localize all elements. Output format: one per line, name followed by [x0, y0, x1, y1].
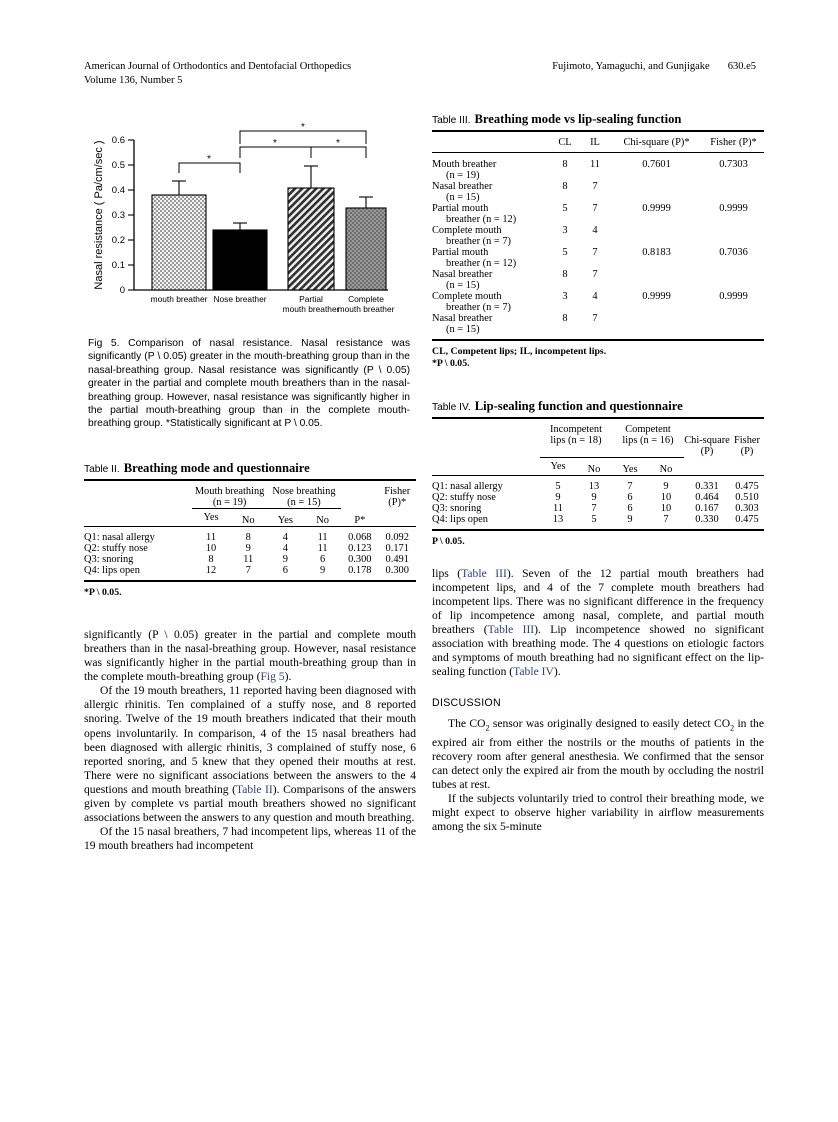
para1-text-b: ). — [284, 670, 292, 684]
paragraph-lip-sealing — [432, 567, 764, 680]
right-column — [432, 112, 764, 834]
table-3-r2-l2: breather (n = 12) — [446, 214, 517, 225]
table-2-r0-c5: 0.092 — [385, 531, 409, 543]
right-column-body-text — [432, 567, 764, 835]
table-4-title — [432, 399, 764, 414]
table-4-group-1-line1: Incompetent — [550, 424, 602, 435]
table-row — [432, 492, 764, 503]
section-heading-discussion: DISCUSSION — [432, 697, 501, 710]
y-axis-title: Nasal resistance ( Pa/cm/sec ) — [93, 140, 105, 290]
rpara2-c: in the expired air from either the nostrils or the mouths of patients in the recovery room after general anesthesia. We confirmed that the sensor can detect only the expired air from the mouth by occluding the nostril tubes at rest. — [432, 717, 764, 792]
paragraph-continued — [84, 628, 416, 684]
table-row — [432, 153, 764, 171]
table-3-note-p: *P \ 0.05. — [432, 358, 470, 369]
table-2-r1-c4: 0.123 — [348, 542, 372, 554]
para1-text-a: significantly (P \ 0.05) greater in the partial and complete mouth breathers than in the nasal-breathing group. However, nasal resistance was significantly higher in the partial mouth-breathing group than in the complete mouth-breathing group ( — [84, 627, 416, 684]
table-4-r2-c2: 6 — [627, 502, 633, 514]
x-axis-tick-labels — [151, 294, 395, 314]
table-4-r0-c1: 13 — [588, 480, 600, 492]
table-3-h-il: IL — [590, 137, 600, 148]
table-row — [432, 203, 764, 214]
table-2-r0-label: Q1: nasal allergy — [84, 531, 155, 543]
table-3 — [432, 130, 764, 341]
table-row — [432, 514, 764, 530]
svg-text:mouth breather: mouth breather — [337, 304, 395, 314]
table-2-r0-c4: 0.068 — [348, 531, 372, 543]
table-3-r1-cl: 8 — [562, 181, 568, 192]
table-3-note-abbrev: CL, Competent lips; IL, incompetent lips. — [432, 346, 607, 357]
table-4-col-fisher-line2: (P) — [740, 446, 754, 457]
table-2-number: Table II. — [84, 463, 120, 475]
y-axis-tick-labels — [112, 135, 125, 296]
rpara2-a: The CO — [448, 717, 486, 731]
xref-table-2[interactable]: Table II — [235, 782, 273, 796]
table-4-r3-label: Q4: lips open — [432, 513, 488, 525]
table-row — [432, 269, 764, 280]
table-3-r5-l2: (n = 15) — [446, 280, 480, 291]
table-2-group-2-line2: (n = 15) — [267, 497, 341, 509]
svg-text:Partial: Partial — [299, 294, 323, 304]
rpara1-c: ). Lip incompetence showed no significant association with breathing mode. The 4 questions on etiologic factors and symptoms of mouth breathing had no significant effect on the lip-sealing function ( — [432, 622, 764, 679]
rpara1-d: ). — [553, 665, 561, 679]
table-2-r2-c5: 0.491 — [385, 553, 409, 565]
svg-text:Complete: Complete — [348, 294, 384, 304]
table-row-sub — [432, 192, 764, 203]
table-3-r2-cl: 5 — [562, 203, 568, 214]
page-number: 630.e5 — [727, 61, 756, 72]
svg-text:*: * — [336, 138, 340, 149]
xref-fig-5[interactable]: Fig 5 — [260, 670, 285, 684]
paragraph-questionnaire-results — [84, 684, 416, 825]
rpara2-b: sensor was originally designed to easily detect CO — [489, 717, 731, 731]
table-2-r1-c0: 10 — [205, 542, 217, 554]
table-3-r6-l2: breather (n = 7) — [446, 302, 511, 313]
table-4-r3-c5: 0.475 — [735, 513, 759, 525]
table-2-r3-c2: 6 — [282, 564, 288, 576]
table-4-r3-c2: 9 — [627, 513, 633, 525]
table-4-group-2-line1: Competent — [625, 424, 671, 435]
table-3-r5-l1: Nasal breather — [432, 269, 493, 280]
table-3-r0-l2: (n = 19) — [446, 170, 480, 181]
figure-caption-text: Comparison of nasal resistance. Nasal resistance was significantly (P \ 0.05) greater in the mouth-breathing group than in the nasal-breathing group. Nasal resistance was significantly (P \ 0.05) greater in the partial and complete mouth breathers than in the nasal-breathing group. However, nasal resistance was significantly higher in the partial mouth-breathing group than in the complete mouth-breathing group. *Statistically significant at P \ 0.05. — [88, 338, 410, 430]
table-2-group-1-line1: Mouth breathing — [194, 485, 265, 497]
table-row — [432, 503, 764, 514]
table-3-r5-chi — [610, 269, 703, 280]
table-3-r5-il: 7 — [592, 269, 598, 280]
table-2-sub-4: No — [316, 514, 329, 526]
table-row — [84, 526, 416, 543]
table-2-r2-c2: 9 — [282, 553, 288, 565]
table-3-h-fisher: Fisher (P)* — [710, 137, 757, 148]
table-4-col-chi-line2: (P) — [700, 446, 714, 457]
table-4-sub-1: Yes — [550, 460, 566, 472]
table-2 — [84, 479, 416, 582]
table-3-name: Breathing mode vs lip-sealing function — [474, 112, 682, 126]
paragraph-co2-sensor — [432, 717, 764, 792]
table-4-r3-c4: 0.330 — [695, 513, 719, 525]
table-4-r1-c2: 6 — [627, 491, 633, 503]
table-4-r2-label: Q3: snoring — [432, 502, 482, 514]
table-2-r2-label: Q3: snoring — [84, 553, 134, 565]
table-4-sub-4: No — [659, 463, 673, 475]
significance-asterisks — [207, 122, 340, 165]
table-3-r3-cl: 3 — [562, 225, 568, 236]
svg-text:0.3: 0.3 — [111, 210, 125, 221]
table-2-r0-c1: 8 — [245, 531, 251, 543]
table-4-r1-c3: 10 — [660, 491, 672, 503]
table-4-r2-c4: 0.167 — [695, 502, 719, 514]
table-2-sub-1: Yes — [203, 511, 219, 523]
table-3-r6-cl: 3 — [562, 291, 568, 302]
table-3-r4-chi: 0.8183 — [642, 247, 671, 258]
table-4-col-fisher-line1: Fisher — [734, 435, 760, 446]
bar-mouth-breather — [152, 195, 206, 290]
table-3-r3-l1: Complete mouth — [432, 225, 502, 236]
table-row-sub — [432, 280, 764, 291]
nasal-resistance-bar-chart — [88, 118, 396, 323]
table-2-col-p: P* — [354, 514, 366, 526]
table-3-block — [432, 112, 764, 369]
table-2-r0-c2: 4 — [282, 531, 288, 543]
table-4-r2-c3: 10 — [660, 502, 672, 514]
table-3-r5-cl: 8 — [562, 269, 568, 280]
table-2-col-fisher-line1: Fisher — [384, 485, 411, 497]
table-2-r2-c1: 11 — [243, 553, 254, 565]
table-4-r0-c0: 5 — [555, 480, 561, 492]
rpara2-sub-2: 2 — [730, 723, 735, 733]
table-3-r7-l1: Nasal breather — [432, 313, 493, 324]
para2-text-b: ). Comparisons of the answers given by complete vs partial mouth breathers showed no significant associations between the answers to any question and mouth breathing. — [84, 782, 417, 825]
table-3-r2-chi: 0.9999 — [642, 203, 671, 214]
table-2-r3-c0: 12 — [205, 564, 217, 576]
table-2-r1-label: Q2: stuffy nose — [84, 542, 148, 554]
table-3-r2-fisher: 0.9999 — [719, 203, 748, 214]
table-2-r3-label: Q4: lips open — [84, 564, 140, 576]
table-row-sub — [432, 236, 764, 247]
table-2-r3-c1: 7 — [245, 564, 251, 576]
bar-nose-breather — [213, 230, 267, 290]
svg-text:mouth breather: mouth breather — [150, 294, 208, 304]
table-3-r5-fisher — [703, 269, 764, 280]
svg-text:0.1: 0.1 — [111, 260, 125, 271]
table-row — [84, 554, 416, 565]
table-4-r0-c4: 0.331 — [695, 480, 719, 492]
chart-bars — [152, 166, 386, 290]
table-2-group-1-line2: (n = 19) — [192, 497, 266, 509]
table-3-r1-il: 7 — [592, 181, 598, 192]
table-3-r6-l1: Complete mouth — [432, 291, 502, 302]
table-4-sub-2: No — [587, 463, 601, 475]
rpara1-a: lips ( — [432, 566, 462, 580]
table-4-r3-c0: 13 — [552, 513, 564, 525]
table-2-r2-c0: 8 — [208, 553, 214, 565]
table-4-name: Lip-sealing function and questionnaire — [474, 399, 683, 413]
left-column-body-text — [84, 628, 416, 854]
table-row — [432, 291, 764, 302]
running-head-authors-block — [456, 60, 756, 74]
table-4-r3-c3: 7 — [663, 513, 669, 525]
table-3-r1-l2: (n = 15) — [446, 192, 480, 203]
table-row-sub — [432, 214, 764, 225]
table-3-h-cl: CL — [558, 137, 572, 148]
table-3-r6-fisher: 0.9999 — [719, 291, 748, 302]
table-3-r1-l1: Nasal breather — [432, 181, 493, 192]
bar-partial-mouth-breather — [288, 188, 334, 290]
table-2-r1-c5: 0.171 — [385, 542, 409, 554]
table-4-group-1-line2: lips (n = 18) — [550, 435, 602, 446]
table-3-r7-l2: (n = 15) — [446, 324, 480, 335]
table-2-sub-3: Yes — [277, 514, 293, 526]
table-3-r1-chi — [610, 181, 703, 192]
para2-text-a: Of the 19 mouth breathers, 11 reported having been diagnosed with allergic rhinitis. Ten complained of a stuffy nose, and 8 reported snoring. Twelve of the 19 mouth breathers indicated that their mouth opens involuntarily. In comparison, 4 of the 15 nasal breathers had been diagnosed with allergic rhinitis, 3 complained of stuffy nose, 6 reported snoring, and 5 knew that they opened their mouths at rest. There were no significant associations between the answers to the 4 questions and mouth breathing ( — [84, 684, 416, 796]
bar-complete-mouth-breather — [346, 208, 386, 290]
table-2-group-2-line1: Nose breathing — [272, 485, 336, 497]
table-4-sub-3: Yes — [622, 463, 638, 475]
table-row-sub — [432, 258, 764, 269]
table-4-group-2-line2: lips (n = 16) — [622, 435, 674, 446]
svg-text:0.2: 0.2 — [111, 235, 125, 246]
table-4-r2-c1: 7 — [591, 502, 597, 514]
table-3-r7-il: 7 — [592, 313, 598, 324]
table-4-r3-c1: 5 — [591, 513, 597, 525]
author-list: Fujimoto, Yamaguchi, and Gunjigake — [552, 61, 710, 72]
xref-table-4[interactable]: Table IV — [513, 665, 554, 679]
running-head — [84, 60, 756, 88]
table-3-r6-chi: 0.9999 — [642, 291, 671, 302]
table-3-r0-il: 11 — [589, 159, 600, 170]
table-3-r3-fisher — [703, 225, 764, 236]
table-4-r0-c2: 7 — [627, 480, 633, 492]
table-2-r0-c0: 11 — [206, 531, 217, 543]
table-3-r4-l1: Partial mouth — [432, 247, 489, 258]
table-3-r0-cl: 8 — [562, 159, 568, 170]
table-2-sub-2: No — [241, 514, 255, 526]
svg-text:*: * — [207, 154, 211, 165]
table-4-col-chi-line1: Chi-square — [684, 435, 730, 446]
table-row-sub — [432, 302, 764, 313]
table-4-r0-label: Q1: nasal allergy — [432, 480, 503, 492]
table-4 — [432, 417, 764, 531]
table-3-r0-fisher: 0.7303 — [719, 159, 748, 170]
svg-text:mouth breather: mouth breather — [282, 304, 340, 314]
table-3-r3-il: 4 — [592, 225, 598, 236]
table-2-r1-c1: 9 — [245, 542, 251, 554]
table-2-r0-c3: 11 — [317, 531, 328, 543]
running-head-journal-block — [84, 60, 444, 88]
table-3-r7-cl: 8 — [562, 313, 568, 324]
table-2-r3-c5: 0.300 — [385, 564, 409, 576]
table-row — [432, 313, 764, 324]
table-2-block — [84, 461, 416, 598]
table-3-r2-il: 7 — [592, 203, 598, 214]
table-3-r4-fisher: 0.7036 — [719, 247, 748, 258]
table-4-r1-c0: 9 — [555, 491, 561, 503]
table-3-r3-chi — [610, 225, 703, 236]
table-row — [432, 475, 764, 492]
table-row — [432, 225, 764, 236]
table-2-r1-c2: 4 — [282, 542, 288, 554]
table-4-r0-c3: 9 — [663, 480, 669, 492]
svg-text:0.6: 0.6 — [111, 135, 125, 146]
table-4-r1-label: Q2: stuffy nose — [432, 491, 496, 503]
volume-issue: Volume 136, Number 5 — [84, 75, 183, 86]
xref-table-3-a[interactable]: Table III — [461, 566, 507, 580]
table-2-r2-c4: 0.300 — [348, 553, 372, 565]
table-4-r2-c0: 11 — [552, 502, 563, 514]
table-3-r2-l1: Partial mouth — [432, 203, 489, 214]
table-row-sub — [432, 170, 764, 181]
paragraph-voluntary-control: If the subjects voluntarily tried to control their breathing mode, we might expect to observe higher variability in airflow measurements among the six 5-minute — [432, 792, 764, 834]
table-4-r1-c4: 0.464 — [695, 491, 719, 503]
left-column — [84, 112, 416, 853]
table-row — [432, 181, 764, 192]
table-3-title — [432, 112, 764, 127]
table-4-r1-c5: 0.510 — [735, 491, 759, 503]
rpara2-sub-1: 2 — [485, 723, 490, 733]
svg-text:0: 0 — [119, 285, 125, 296]
table-row — [84, 565, 416, 581]
table-2-note: *P \ 0.05. — [84, 586, 122, 598]
table-4-block — [432, 399, 764, 547]
table-3-r0-l1: Mouth breather — [432, 159, 497, 170]
paragraph-lip-competence: Of the 15 nasal breathers, 7 had incompetent lips, whereas 11 of the 19 mouth breathers had incompetent — [84, 825, 416, 853]
xref-table-3-b[interactable]: Table III — [487, 622, 535, 636]
rpara1-b: ). Seven of the 12 partial mouth breathers had incompetent lips, and 4 of the 7 complete mouth breathers had incompetent lips. There was no significant difference in the frequency of lip incompetence among nasal, complete, and partial mouth breathers ( — [432, 566, 764, 636]
table-3-r4-l2: breather (n = 12) — [446, 258, 517, 269]
table-3-h-chi: Chi-square (P)* — [623, 137, 690, 148]
table-2-name: Breathing mode and questionnaire — [123, 460, 310, 475]
table-2-r2-c3: 6 — [319, 553, 326, 565]
table-3-r6-il: 4 — [592, 291, 598, 302]
table-4-r2-c5: 0.303 — [735, 502, 759, 514]
table-row-sub — [432, 324, 764, 340]
table-4-r1-c1: 9 — [591, 491, 597, 503]
table-2-r1-c3: 11 — [317, 542, 328, 554]
table-row — [432, 247, 764, 258]
table-2-title — [84, 461, 416, 476]
svg-text:Nose breather: Nose breather — [213, 294, 267, 304]
table-3-r4-il: 7 — [592, 247, 598, 258]
table-3-number: Table III. — [432, 115, 471, 126]
table-3-r7-chi — [610, 313, 703, 324]
figure-label: Fig 5. — [88, 338, 120, 349]
table-4-r0-c5: 0.475 — [735, 480, 759, 492]
figure-5 — [88, 118, 410, 431]
table-4-note: P \ 0.05. — [432, 535, 465, 547]
table-3-r1-fisher — [703, 181, 764, 192]
table-2-r3-c3: 9 — [319, 564, 326, 576]
figure-caption — [88, 337, 410, 431]
journal-name: American Journal of Orthodontics and Dentofacial Orthopedics — [84, 61, 352, 72]
table-3-r4-cl: 5 — [562, 247, 568, 258]
table-2-col-fisher-line2: (P)* — [388, 497, 407, 509]
table-3-r0-chi: 0.7601 — [642, 159, 671, 170]
table-row — [84, 543, 416, 554]
svg-text:*: * — [273, 138, 277, 149]
svg-text:*: * — [301, 122, 305, 133]
table-2-r3-c4: 0.178 — [348, 564, 372, 576]
svg-text:0.5: 0.5 — [111, 160, 125, 171]
table-4-number: Table IV. — [432, 402, 471, 413]
table-3-r7-fisher — [703, 313, 764, 324]
table-3-r3-l2: breather (n = 7) — [446, 236, 511, 247]
svg-text:0.4: 0.4 — [111, 185, 125, 196]
